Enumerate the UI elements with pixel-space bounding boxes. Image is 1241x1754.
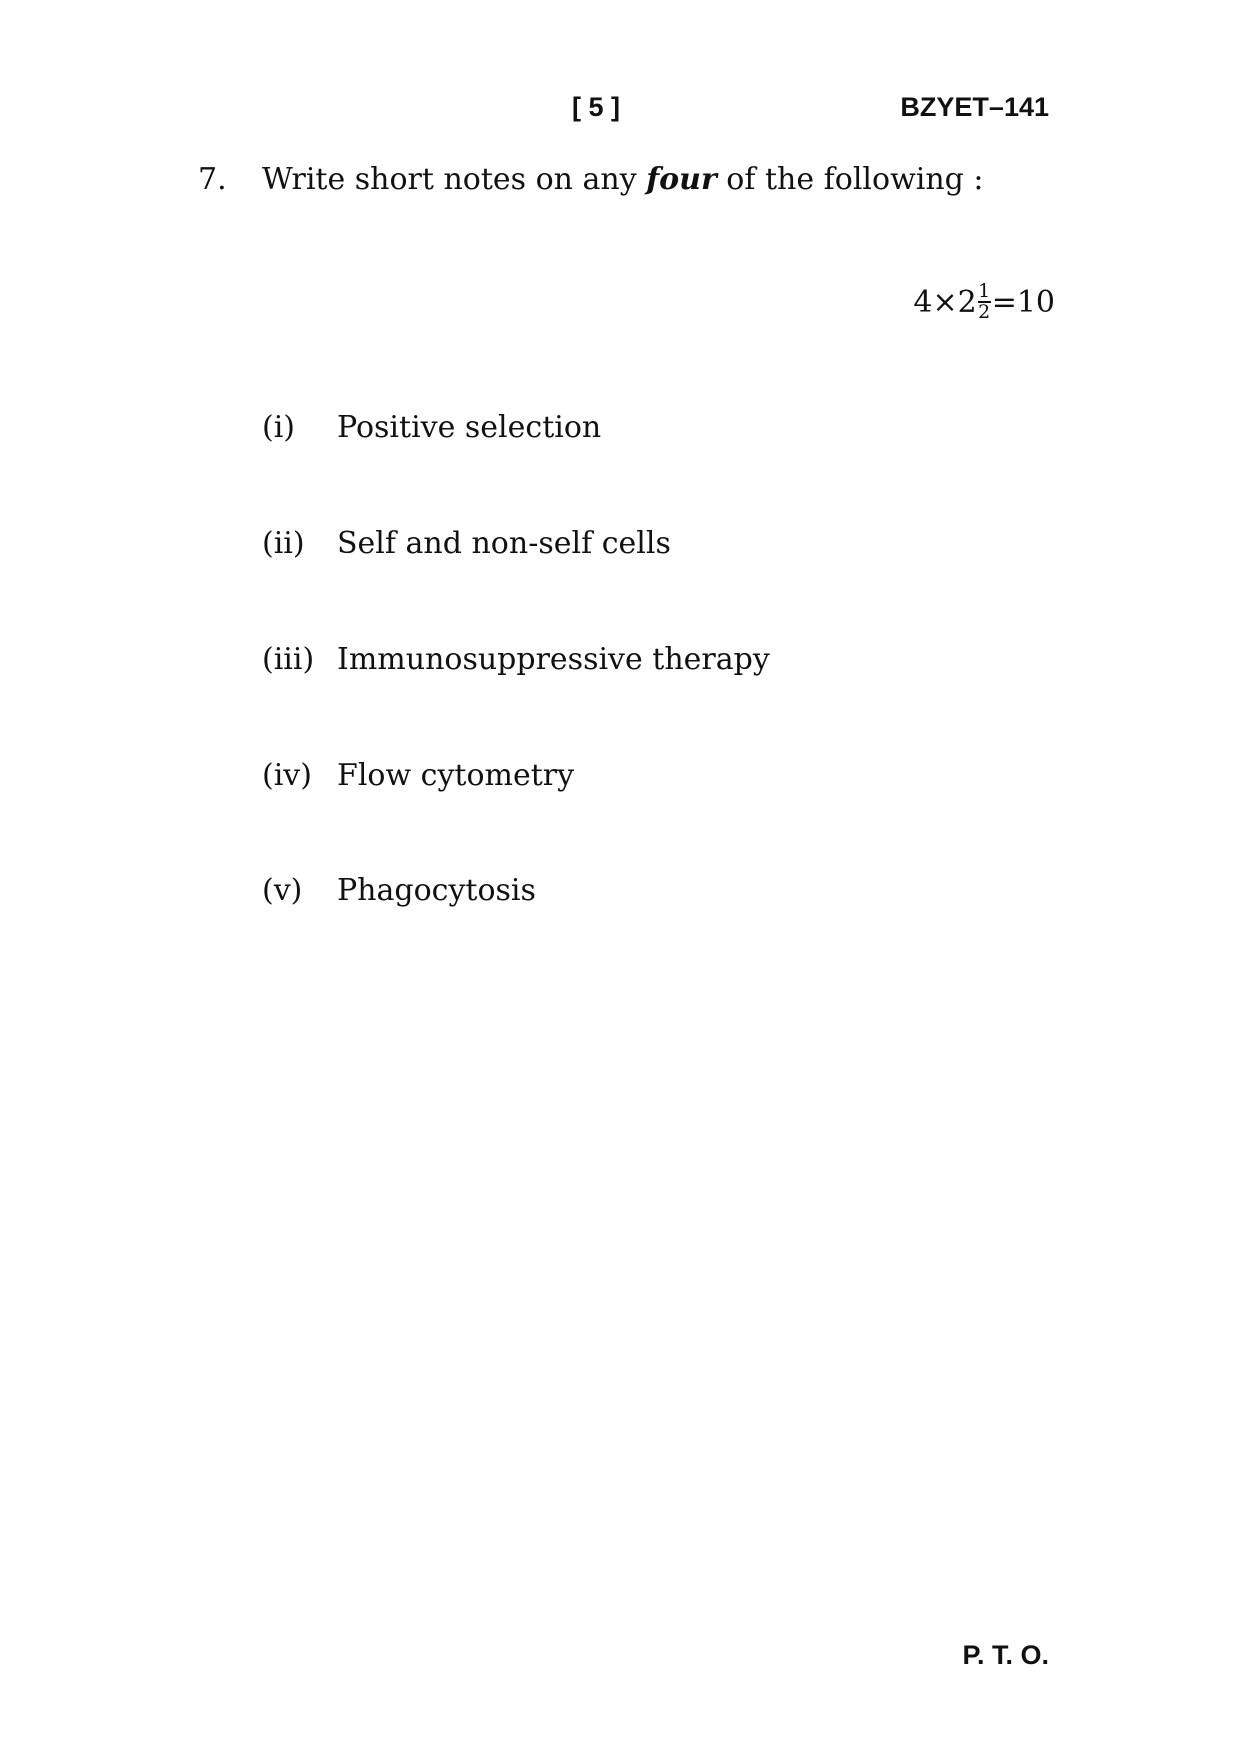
marks-fraction: [978, 282, 991, 322]
item-label: (i): [262, 410, 296, 445]
fraction-numerator: 1: [978, 280, 991, 302]
item-label: (ii): [262, 526, 305, 561]
page-number: [ 5 ]: [572, 92, 621, 122]
question-text-end: of the following :: [716, 162, 984, 197]
item-label: (iii): [262, 642, 315, 677]
item-label: (iv): [262, 758, 312, 793]
item-label: (v): [262, 873, 303, 908]
question-text-start: Write short notes on any: [262, 162, 647, 197]
marks-tail: =10: [991, 284, 1055, 320]
item-text: Self and non-self cells: [337, 526, 671, 561]
please-turn-over: P. T. O.: [962, 1640, 1049, 1670]
item-text: Positive selection: [337, 410, 602, 445]
item-text: Flow cytometry: [337, 758, 575, 793]
question-emphasis: four: [646, 162, 717, 197]
question-text: [262, 162, 984, 197]
marks-allocation: [913, 282, 1055, 322]
fraction-denominator: 2: [978, 301, 991, 323]
paper-code: BZYET–141: [900, 92, 1049, 122]
question-number: 7.: [198, 162, 227, 197]
marks-lead: 4×2: [913, 284, 977, 320]
item-text: Immunosuppressive therapy: [337, 642, 770, 677]
item-text: Phagocytosis: [337, 873, 536, 908]
